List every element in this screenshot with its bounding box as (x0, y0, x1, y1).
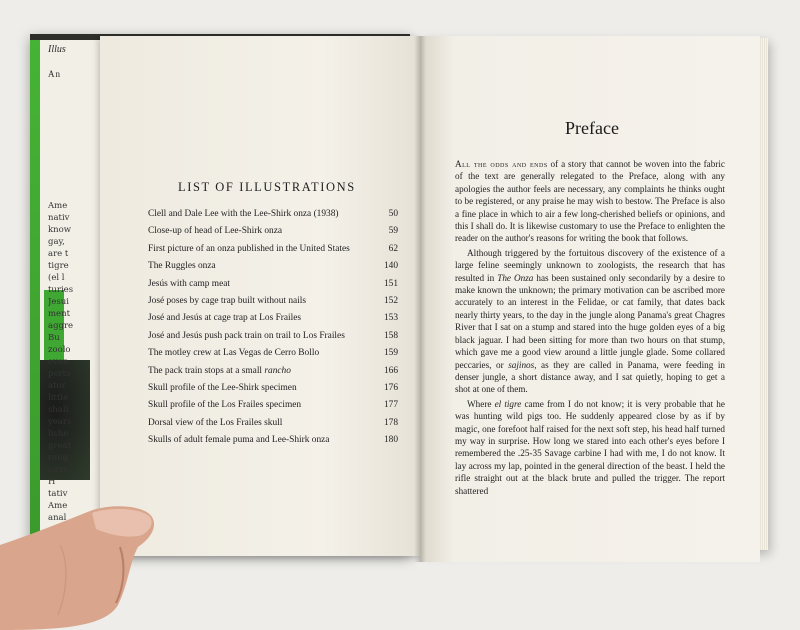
illustration-entry (148, 433, 398, 450)
illustration-page-number: 158 (383, 330, 398, 341)
under-page-word: know (48, 225, 72, 235)
preface-paragraph-2 (455, 247, 725, 396)
illustration-page-number: 153 (383, 313, 398, 324)
illustration-entry (148, 277, 398, 294)
under-page-word: (el l (48, 273, 65, 283)
illustration-caption-italic: rancho (264, 365, 291, 376)
under-page-word: rang (48, 453, 69, 463)
preface-paragraph-3 (455, 398, 725, 497)
preface-p3-text-b: came from I do not know; it is very probable that he was hunting wild pigs too. He suddenly appeared close by as if by magic, one forefoot half raised for the next soft step, his head half turned my way in surprise. How long we stared into each other's eyes before I remembered the .25-35 Savage carbine I had with me, I do not know. It lay across my lap, pointed in the general direction of the beast. I held the rifle straight out at the black brute and pulled the trigger. The report shattered (455, 398, 725, 496)
illustration-page-number: 151 (383, 278, 398, 289)
preface-title: Preface (565, 118, 619, 138)
illustrations-list (148, 207, 398, 450)
illustration-entry (148, 311, 398, 328)
under-page-word: nativ (48, 213, 70, 223)
under-page-word: gay, (48, 237, 65, 247)
illustration-page-number: 180 (383, 435, 398, 446)
preface-lead-in: All the odds and ends (455, 159, 548, 169)
under-page-column (48, 200, 100, 548)
under-page-word: zoolo (48, 345, 71, 355)
list-of-illustrations-heading: LIST OF ILLUSTRATIONS (178, 180, 356, 194)
preface-p3-text-a: Where (467, 398, 495, 409)
under-page-word: shall (48, 405, 69, 415)
illustration-page-number: 176 (383, 382, 398, 393)
under-page-word: years (48, 417, 72, 427)
illustration-entry (148, 381, 398, 398)
preface-paragraph-1 (455, 158, 725, 245)
illustration-caption: Skull profile of the Lee-Shirk specimen (148, 382, 297, 393)
page-block-edge (760, 38, 768, 550)
illustration-page-number: 59 (388, 226, 398, 237)
book-gutter (414, 36, 426, 562)
illustration-page-number: 50 (388, 209, 398, 219)
under-page-word: ment (48, 309, 70, 319)
under-page-word: tigre (48, 261, 69, 271)
illustration-caption: Clell and Dale Lee with the Lee-Shirk onza (1938) (148, 209, 339, 219)
under-page-word: lishe (48, 429, 69, 439)
illustration-page-number: 177 (383, 400, 398, 411)
under-page-word: Jesui (48, 297, 69, 307)
under-page-word: ator (48, 381, 66, 391)
illustration-page-number: 178 (383, 417, 398, 428)
illustration-entry (148, 346, 398, 363)
illustration-page-number: 62 (388, 243, 398, 254)
under-page-word: are t (48, 249, 69, 259)
preface-p2-italic-title: The Onza (497, 272, 534, 283)
preface-p3-italic: el tigre (494, 398, 522, 409)
under-page-word: tativ (48, 489, 68, 499)
illustration-page-number: 152 (383, 295, 398, 306)
hand-image (0, 505, 170, 630)
under-page-word: great (48, 441, 72, 451)
illustration-page-number: 140 (383, 261, 398, 272)
illustration-entry (148, 364, 398, 381)
illustration-entry (148, 242, 398, 259)
under-page-word: aggre (48, 321, 74, 331)
under-page-word: turies (48, 285, 74, 295)
preface-p2-text-b: has been sustained only secondarily by a desire to make known the unknown; the primary motivation can be ascribed more accurately to an interest in the Felidae, or cat family, that dates back nearly thirty years, to the day in the jungle along Panama's great Chagres River that I sat on a stump and stared into the huge golden eyes of a big black jaguar. I had been sitting for more than two hours on that stump, which gave me a good view around a little jungle glade. Some collared peccaries, or (455, 272, 726, 370)
illustration-caption: The Ruggles onza (148, 261, 216, 272)
under-page-word: little (48, 393, 69, 403)
illustration-entry (148, 207, 398, 224)
under-page-word: Ame (48, 501, 68, 511)
illustration-entry (148, 416, 398, 433)
illustration-caption-plain: The pack train stops at a small (148, 365, 265, 376)
illustration-entry (148, 259, 398, 276)
preface-p2-italic-word: sajinos, (508, 359, 537, 370)
illustration-caption: Jesús with camp meat (148, 278, 231, 289)
under-header-1: Illus (48, 44, 66, 55)
under-page-word: cany (48, 465, 69, 475)
illustration-caption: Close-up of head of Lee-Shirk onza (148, 226, 283, 237)
illustration-caption: Dorsal view of the Los Frailes skull (148, 417, 283, 428)
under-header-2: An (48, 69, 61, 79)
illustration-page-number: 159 (383, 348, 398, 359)
illustration-caption: The motley crew at Las Vegas de Cerro Bollo (148, 348, 320, 359)
illustration-caption: First picture of an onza published in the United States (148, 243, 350, 254)
illustration-entry (148, 398, 398, 415)
under-page-word: even (48, 357, 69, 367)
preface-p1-text: of a story that cannot be woven into the fabric of the text are generally relegated to the Preface, along with any apologies the author feels are necessary, any complaints he thinks ought to be registered, or any praise he may wish to bestow. The Preface is also a fine place in which to air a few long-cherished beliefs or opinions, and this I shall do. It is likewise customary to use the Preface to enlighten the reader on the author's reasons for writing the book that follows. (455, 159, 725, 244)
illustration-caption: José and Jesús push pack train on trail to Los Frailes (148, 330, 345, 341)
illustration-entry (148, 224, 398, 241)
under-page-word: H (48, 477, 56, 487)
under-page-word: Ame (48, 201, 68, 211)
under-page-word: ports (48, 369, 71, 379)
illustration-caption: Skulls of adult female puma and Lee-Shirk onza (148, 435, 330, 446)
preface-body (455, 158, 725, 499)
under-page-word: anal (48, 513, 67, 523)
illustration-caption: Skull profile of the Los Frailes specimen (148, 400, 302, 411)
under-page-word: Bu (48, 333, 60, 343)
illustration-page-number: 166 (383, 365, 398, 376)
illustration-entry (148, 294, 398, 311)
preface-p2-text-a: Although triggered by the fortuitous discovery of the existence of a large feline seemingly unknown to zoologists, the research that has resulted in (455, 247, 725, 283)
preface-p2-text-c: as they are called in Panama, were feeding in denser jungle, a short distance away, and I sat quietly, hoping to get a shot at one of them. (455, 359, 725, 395)
illustration-entry (148, 329, 398, 346)
illustration-caption: José and Jesús at cage trap at Los Frailes (148, 313, 302, 324)
illustration-caption (148, 366, 291, 376)
illustration-caption: José poses by cage trap built without nails (148, 295, 307, 306)
